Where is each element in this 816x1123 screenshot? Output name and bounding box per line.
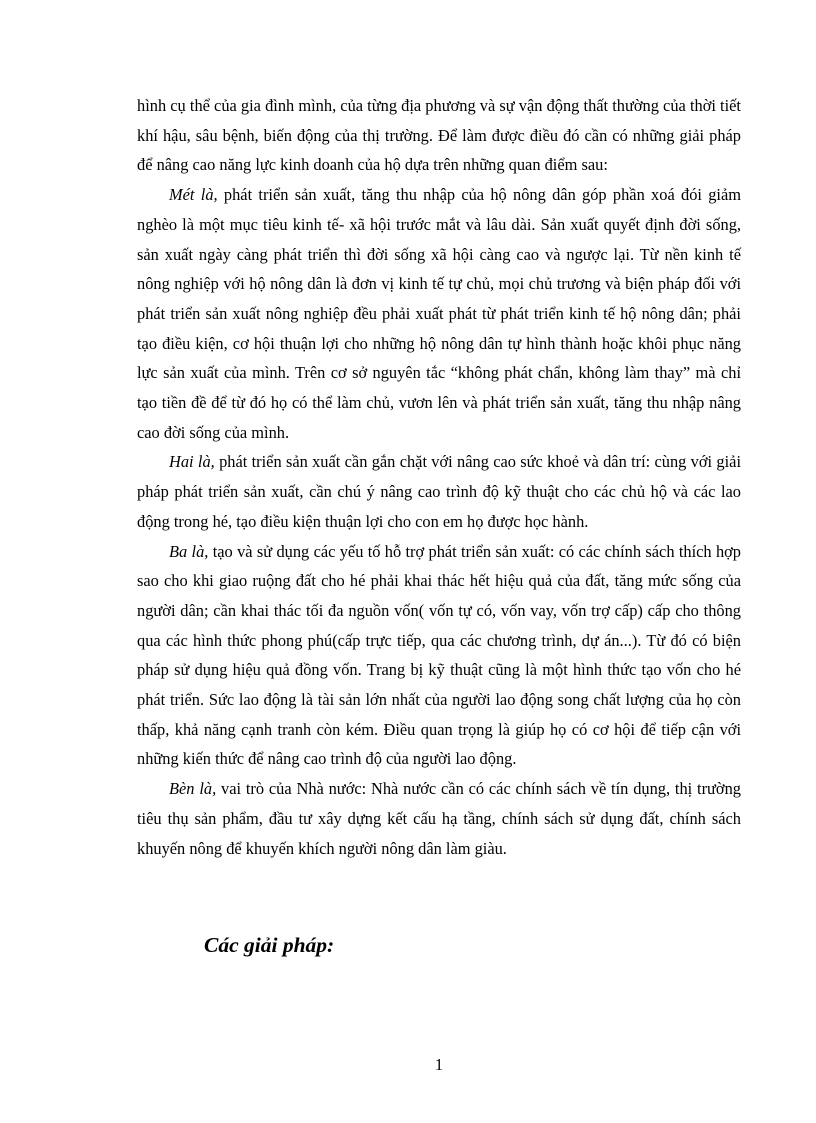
page-number: 1 [434,1055,444,1074]
paragraph-text: phát triển sản xuất cần gắn chặt với nâng cao sức khoẻ và dân trí: cùng với giải pháp phát triển sản xuất, cần chú ý nâng cao trình độ kỹ thuật cho các chủ hộ và các lao động trong hé, tạo điều kiện thuận lợi cho con em họ được học hành. [137,452,741,531]
paragraph-lead: Mét là, [169,185,218,205]
paragraph-lead: Ba là, [169,541,209,561]
paragraph-first-point [137,180,741,447]
paragraph-lead: Hai là, [169,452,215,472]
section-heading: Các giải pháp: [204,933,335,957]
paragraph-text: tạo và sử dụng các yếu tố hỗ trợ phát triển sản xuất: có các chính sách thích hợp sao cho khi giao ruộng đất cho hé phải khai thác hết hiệu quả của đất, tăng mức sống của người dân; cần khai thác tối đa nguồn vốn( vốn tự có, vốn vay, vốn trợ cấp) cấp cho thông qua các hình thức phong phú(cấp trực tiếp, qua các chương trình, dự án...). Từ đó có biện pháp sử dụng hiệu quả đồng vốn. Trang bị kỹ thuật cũng là một hình thức tạo vốn cho hé phát triển. Sức lao động là tài sản lớn nhất của người lao động song chất lượng của họ còn thấp, khả năng cạnh tranh còn kém. Điều quan trọng là giúp họ có cơ hội để tiếp cận với những kiến thức để nâng cao trình độ của người lao động. [137,541,742,769]
intro-paragraph: hình cụ thể của gia đình mình, của từng địa phương và sự vận động thất thường của thời tiết khí hậu, sâu bệnh, biến động của thị trường. Để làm được điều đó cần có những giải pháp để nâng cao năng lực kinh doanh của hộ dựa trên những quan điểm sau: [137,96,741,175]
paragraph-lead: Bèn là, [169,779,217,799]
paragraph-text: phát triển sản xuất, tăng thu nhập của hộ nông dân góp phần xoá đói giảm nghèo là một mục tiêu kinh tế- xã hội trước mắt và lâu dài. Sản xuất quyết định đời sống, sản xuất ngày càng phát triển thì đời sống xã hội càng cao và ngược lại. Từ nền kinh tế nông nghiệp với hộ nông dân là đơn vị kinh tế tự chủ, mọi chủ trương và biện pháp đối với phát triển sản xuất nông nghiệp đều phải xuất phát từ phát triển kinh tế hộ nông dân; phải tạo điều kiện, cơ hội thuận lợi cho những hộ nông dân tự hình thành hoặc khôi phục năng lực sản xuất của mình. Trên cơ sở nguyên tắc “không phát chẩn, không làm thay” mà chỉ tạo tiền đề để từ đó họ có thể làm chủ, vươn lên và phát triển sản xuất, tăng thu nhập nâng cao đời sống của mình. [137,185,742,442]
paragraph-second-point [137,447,741,536]
paragraph-text: vai trò của Nhà nước: Nhà nước cần có các chính sách về tín dụng, thị trường tiêu thụ sản phẩm, đầu tư xây dựng kết cấu hạ tầng, chính sách sử dụng đất, chính sách khuyến nông để khuyến khích người nông dân làm giàu. [137,779,741,858]
paragraph-fourth-point [137,774,741,863]
body-text [137,91,741,863]
paragraph-third-point [137,537,741,775]
